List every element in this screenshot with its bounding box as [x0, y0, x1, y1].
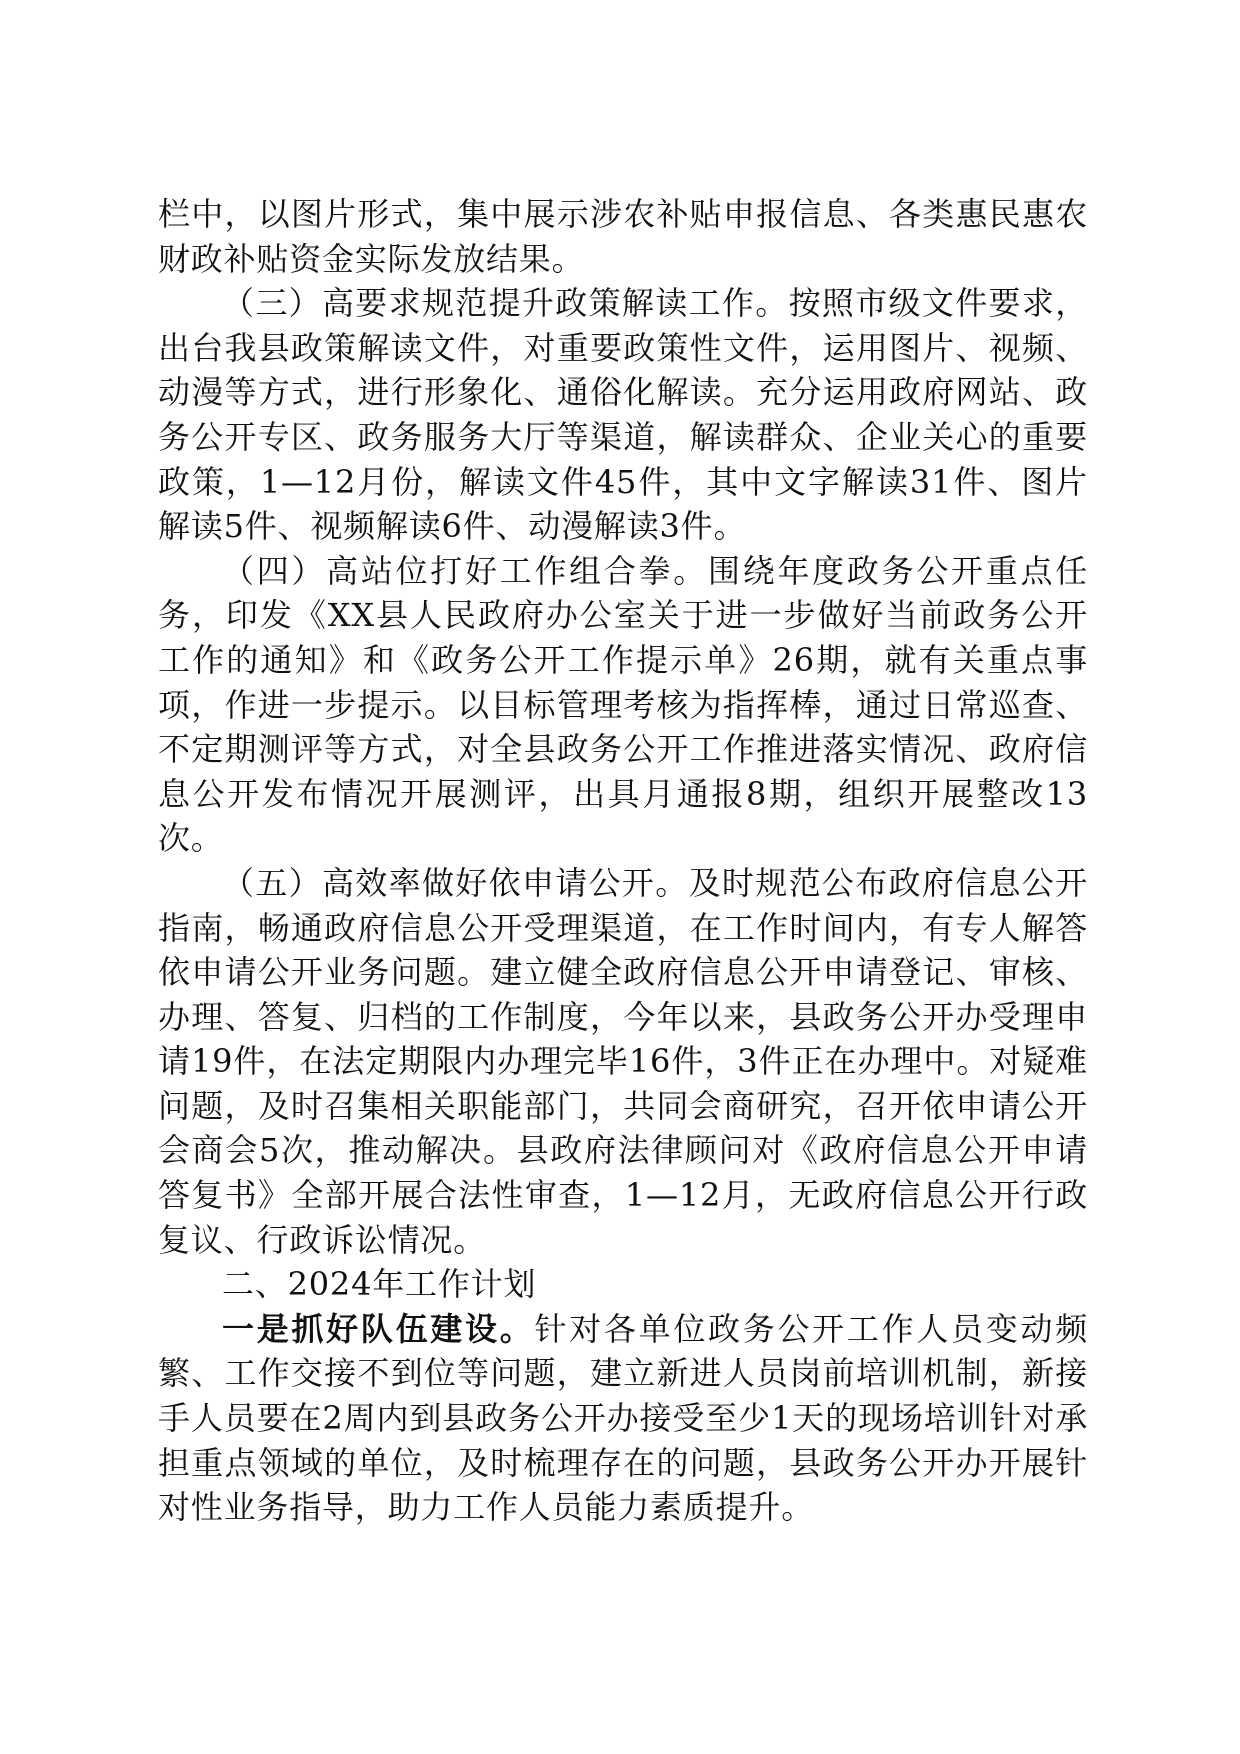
paragraph-heading: （三）高要求规范提升政策解读工作。 [222, 284, 789, 323]
paragraph-text: 按照市级文件要求，出台我县政策解读文件，对重要政策性文件，运用图片、视频、动漫等方式，进行形象化、通俗化解读。充分运用政府网站、政务公开专区、政务服务大厅等渠道，解读群众、企业关心的重要政策，1—12月份，解读文件45件，其中文字解读31件、图片解读5件、视频解读6件、动漫解读3件。 [158, 284, 1088, 546]
paragraph-team-building [158, 1307, 1088, 1530]
paragraph-text: 及时规范公布政府信息公开指南，畅通政府信息公开受理渠道，在工作时间内，有专人解答依申请公开业务问题。建立健全政府信息公开申请登记、审核、办理、答复、归档的工作制度，今年以来，县政务公开办受理申请19件，在法定期限内办理完毕16件，3件正在办理中。对疑难问题，及时召集相关职能部门，共同会商研究，召开依申请公开会商会5次，推动解决。县政府法律顾问对《政府信息公开申请答复书》全部开展合法性审查，1—12月，无政府信息公开行政复议、行政诉讼情况。 [158, 863, 1088, 1259]
document-body [158, 192, 1088, 1530]
paragraph-application-disclosure [158, 861, 1088, 1262]
paragraph-text: 围绕年度政务公开重点任务，印发《XX县人民政府办公室关于进一步做好当前政务公开工作的通知》和《政务公开工作提示单》26期，就有关重点事项，作进一步提示。以目标管理考核为指挥棒，通过日常巡查、不定期测评等方式，对全县政务公开工作推进落实情况、政府信息公开发布情况开展测评，出具月通报8期，组织开展整改13次。 [158, 551, 1088, 858]
paragraph-heading: （四）高站位打好工作组合拳。 [222, 551, 709, 590]
paragraph-continuation [158, 192, 1088, 281]
paragraph-policy-interpretation [158, 281, 1088, 549]
paragraph-work-combination [158, 549, 1088, 861]
paragraph-text: 栏中，以图片形式，集中展示涉农补贴申报信息、各类惠民惠农财政补贴资金实际发放结果。 [158, 195, 1088, 278]
paragraph-heading: （五）高效率做好依申请公开。 [222, 863, 689, 902]
plan-item-text: 针对各单位政务公开工作人员变动频繁、工作交接不到位等问题，建立新进人员岗前培训机制，新接手人员要在2周内到县政务公开办接受至少1天的现场培训针对承担重点领域的单位，及时梳理存在的问题，县政务公开办开展针对性业务指导，助力工作人员能力素质提升。 [158, 1309, 1088, 1527]
plan-item-heading: 一是抓好队伍建设。 [222, 1309, 535, 1348]
section-title: 二、2024年工作计划 [222, 1265, 537, 1304]
